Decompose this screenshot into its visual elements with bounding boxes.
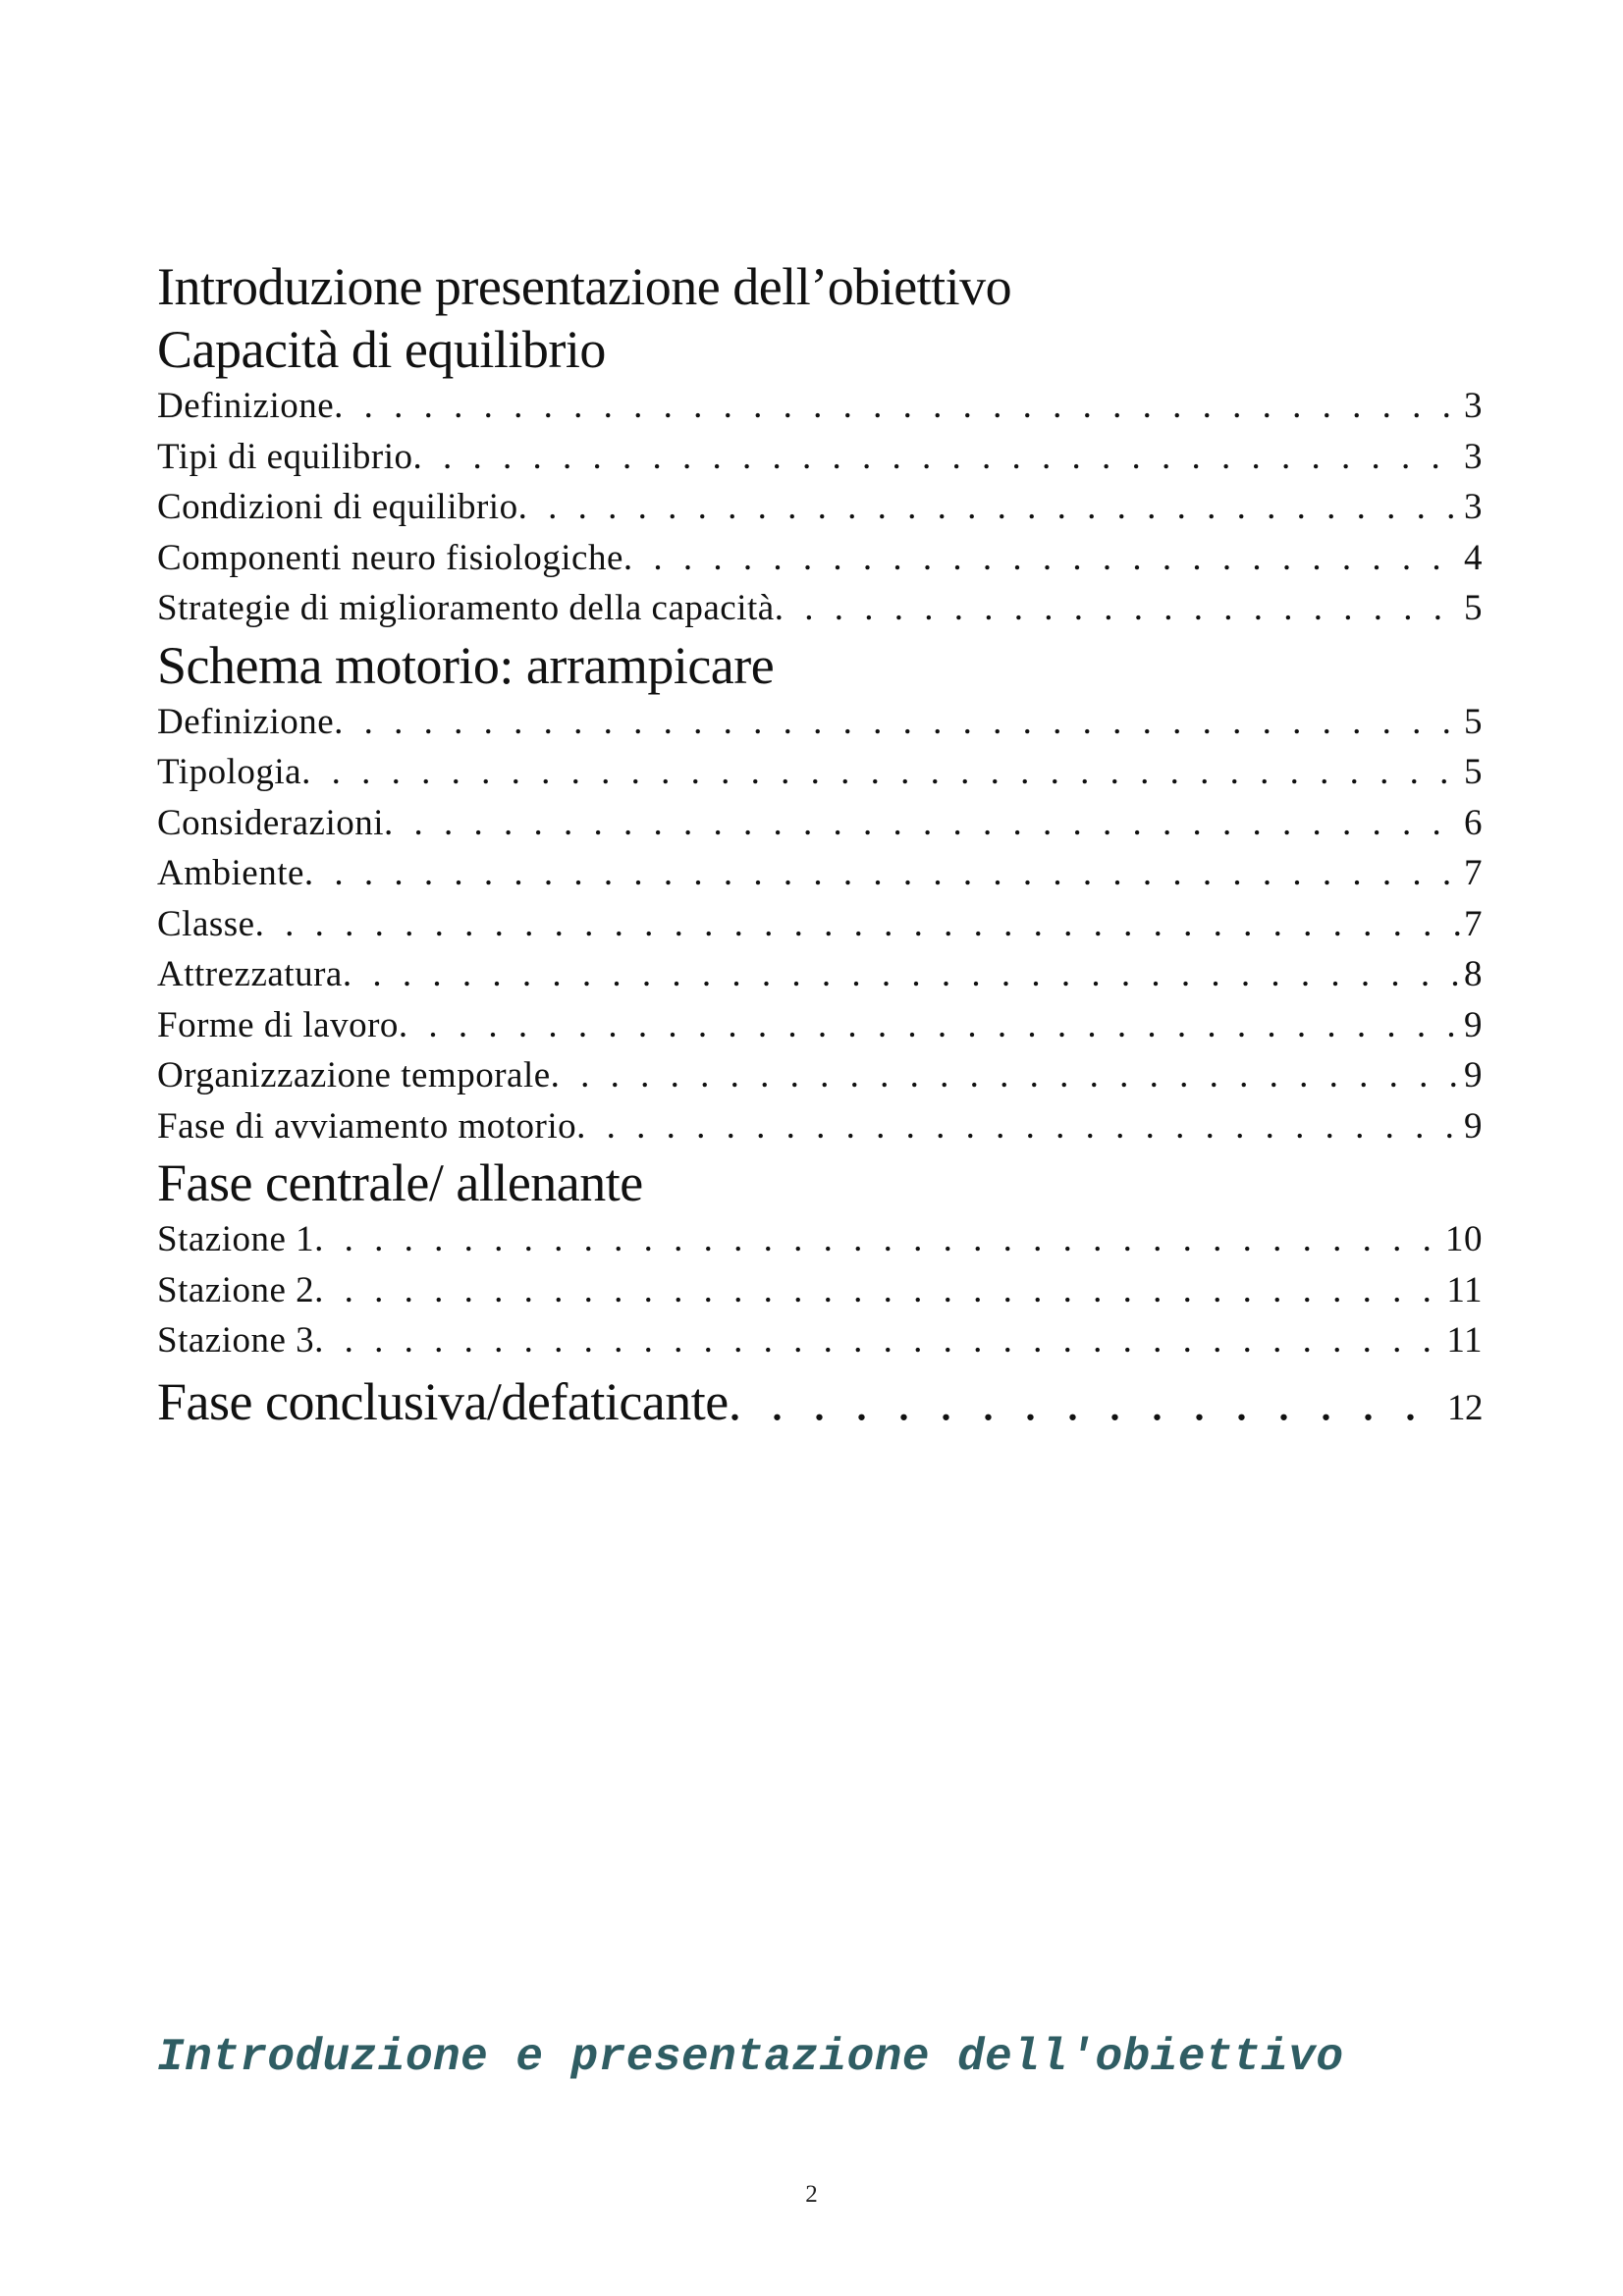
toc-entry-label: Tipi di equilibrio — [157, 436, 413, 477]
section-heading-introduction: Introduzione e presentazione dell'obiettivo — [157, 2032, 1344, 2083]
toc-entry-label: Componenti neuro fisiologiche — [157, 537, 623, 578]
toc-final-entry[interactable] — [157, 1366, 1483, 1437]
toc-entry-label: Considerazioni — [157, 802, 385, 843]
toc-entry[interactable] — [157, 1214, 1483, 1265]
toc-entry[interactable] — [157, 1265, 1483, 1316]
toc-entry-page: 3 — [1464, 436, 1483, 477]
toc-leader-dots — [334, 381, 1462, 432]
toc-entry[interactable] — [157, 381, 1483, 432]
toc-entry[interactable] — [157, 533, 1483, 584]
toc-entry-page: 6 — [1464, 802, 1483, 843]
toc-leader-dots — [314, 1265, 1444, 1316]
toc-entry-label: Fase di avviamento motorio — [157, 1105, 577, 1147]
page-number: 2 — [805, 2181, 818, 2208]
toc-leader-dots — [623, 533, 1462, 584]
toc-entry-label: Stazione 2 — [157, 1269, 315, 1310]
toc-entry-label: Stazione 3 — [157, 1320, 315, 1361]
toc-entry-page: 12 — [1447, 1387, 1483, 1428]
toc-leader-dots — [343, 949, 1462, 1000]
toc-entry-label: Classe — [157, 903, 255, 944]
toc-section-title: Schema motorio: arrampicare — [157, 635, 775, 695]
toc-entry-page: 9 — [1464, 1105, 1483, 1147]
toc-entry-label: Forme di lavoro — [157, 1004, 399, 1045]
toc-entry-page: 5 — [1464, 588, 1483, 628]
toc-section-title: Fase centrale/ allenante — [157, 1153, 643, 1212]
toc-leader-dots — [304, 848, 1462, 899]
toc-leader-dots — [518, 482, 1462, 533]
toc-entry-page: 8 — [1464, 954, 1483, 994]
toc-entry[interactable] — [157, 747, 1483, 798]
toc-entry-page: 4 — [1464, 537, 1483, 578]
toc-entry[interactable] — [157, 1000, 1483, 1051]
toc-leader-dots — [255, 899, 1462, 950]
toc-entry-label: Attrezzatura — [157, 954, 343, 994]
toc-entry-page: 11 — [1446, 1269, 1483, 1310]
toc-entry-label: Definizione — [157, 701, 335, 742]
toc-entry-page: 9 — [1464, 1004, 1483, 1045]
toc-entry-page: 3 — [1464, 386, 1483, 426]
toc-entry-page: 5 — [1464, 701, 1483, 742]
toc-entry-label: Organizzazione temporale — [157, 1055, 551, 1095]
toc-entry-label: Fase conclusiva/defaticante — [157, 1371, 729, 1431]
toc-entry[interactable] — [157, 1050, 1483, 1101]
toc-entry-page: 3 — [1464, 487, 1483, 527]
toc-entry[interactable] — [157, 949, 1483, 1000]
toc-entry-page: 9 — [1464, 1055, 1483, 1095]
toc-entry[interactable] — [157, 848, 1483, 899]
toc-entry[interactable] — [157, 432, 1483, 483]
toc-entry-label: Condizioni di equilibrio — [157, 487, 518, 527]
toc-entry[interactable] — [157, 697, 1483, 748]
toc-entry[interactable] — [157, 1101, 1483, 1152]
toc-entry-page: 10 — [1445, 1219, 1483, 1259]
toc-entry[interactable] — [157, 583, 1483, 634]
table-of-contents — [157, 255, 1483, 1437]
toc-leader-dots — [301, 747, 1462, 798]
toc-leader-dots — [413, 432, 1462, 483]
toc-intro-title: Introduzione presentazione dell’obiettivo — [157, 257, 1012, 316]
toc-entry-page: 11 — [1446, 1320, 1483, 1361]
toc-entry-page: 7 — [1464, 903, 1483, 944]
toc-entry-label: Tipologia — [157, 752, 302, 792]
toc-entry-page: 5 — [1464, 752, 1483, 792]
toc-entry-label: Stazione 1 — [157, 1219, 315, 1259]
toc-leader-dots — [551, 1050, 1462, 1101]
toc-leader-dots — [775, 583, 1462, 634]
toc-entry-page: 7 — [1464, 853, 1483, 893]
toc-leader-dots — [314, 1214, 1443, 1265]
toc-entry-label: Definizione — [157, 386, 335, 426]
toc-entry-label: Ambiente — [157, 853, 304, 893]
toc-leader-dots — [399, 1000, 1462, 1051]
toc-entry-label: Strategie di miglioramento della capacità — [157, 588, 775, 628]
toc-entry[interactable] — [157, 899, 1483, 950]
toc-entry[interactable] — [157, 798, 1483, 849]
toc-leader-dots — [314, 1315, 1444, 1366]
toc-leader-dots — [384, 798, 1462, 849]
toc-entry[interactable] — [157, 482, 1483, 533]
toc-leader-dots — [729, 1366, 1445, 1437]
toc-entry[interactable] — [157, 1315, 1483, 1366]
toc-leader-dots — [334, 697, 1462, 748]
toc-leader-dots — [576, 1101, 1462, 1152]
toc-section-title: Capacità di equilibrio — [157, 320, 606, 379]
